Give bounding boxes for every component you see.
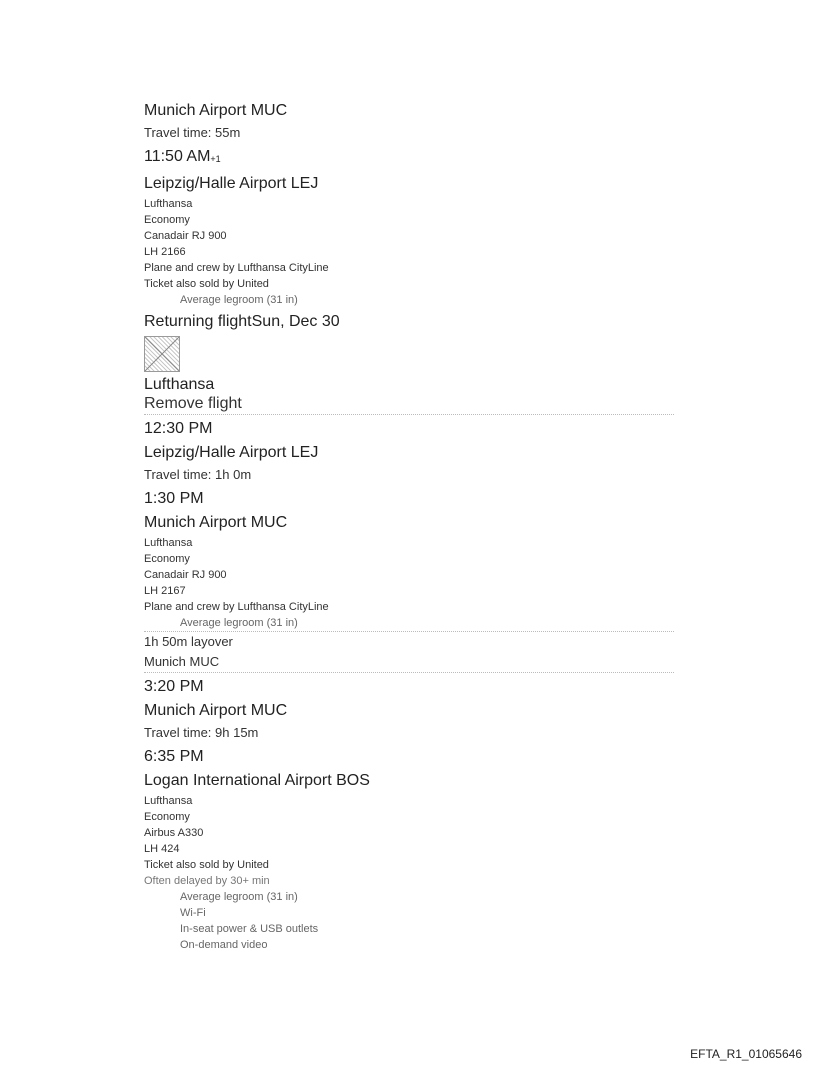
depart-airport: Munich Airport MUC [144,102,288,119]
day-offset: +1 [210,154,221,164]
amenity-legroom: Average legroom (31 in) [180,294,298,306]
travel-time: Travel time: 1h 0m [144,467,252,482]
airline-name: Lufthansa [144,376,215,393]
travel-time: Travel time: 9h 15m [144,725,259,740]
detail-line: LH 2167 [144,585,186,597]
detail-line: Lufthansa [144,198,193,210]
flight-details [144,535,674,632]
detail-line: Lufthansa [144,537,193,549]
detail-line: Plane and crew by Lufthansa CityLine [144,262,329,274]
travel-time: Travel time: 55m [144,125,241,140]
layover [144,632,674,673]
detail-line: Plane and crew by Lufthansa CityLine [144,601,329,613]
amenity-legroom: Average legroom (31 in) [180,891,298,903]
detail-line: Canadair RJ 900 [144,230,227,242]
depart-time: 3:20 PM [144,678,204,695]
arrive-time-value: 11:50 AM [144,148,211,165]
delay-note: Often delayed by 30+ min [144,875,270,887]
amenity-legroom: Average legroom (31 in) [180,617,298,629]
detail-line: Lufthansa [144,795,193,807]
flight-details [144,793,674,953]
detail-line: Airbus A330 [144,827,204,839]
detail-line: Economy [144,553,190,565]
arrive-airport: Munich Airport MUC [144,514,288,531]
arrive-time: 6:35 PM [144,748,204,765]
detail-line: LH 424 [144,843,180,855]
returning-flight-header: Returning flightSun, Dec 30 [144,313,340,330]
layover-place: Munich MUC [144,654,220,669]
depart-airport: Munich Airport MUC [144,702,288,719]
arrive-airport: Leipzig/Halle Airport LEJ [144,175,319,192]
remove-flight-button[interactable]: Remove flight [144,394,674,415]
amenity-power: In-seat power & USB outlets [180,923,319,935]
arrive-airport: Logan International Airport BOS [144,772,370,789]
detail-line: Ticket also sold by United [144,278,269,290]
detail-line: Canadair RJ 900 [144,569,227,581]
layover-duration: 1h 50m layover [144,634,233,649]
depart-airport: Leipzig/Halle Airport LEJ [144,444,319,461]
detail-line: Economy [144,811,190,823]
amenity-wifi: Wi-Fi [180,907,206,919]
detail-line: Ticket also sold by United [144,859,269,871]
detail-line: Economy [144,214,190,226]
arrive-time [144,145,674,170]
itinerary [144,99,674,953]
amenity-video: On-demand video [180,939,268,951]
depart-time: 12:30 PM [144,420,213,437]
airline-logo-icon [144,336,180,372]
detail-line: LH 2166 [144,246,186,258]
document-id: EFTA_R1_01065646 [690,1047,802,1061]
arrive-time: 1:30 PM [144,490,204,507]
flight-details [144,196,674,308]
